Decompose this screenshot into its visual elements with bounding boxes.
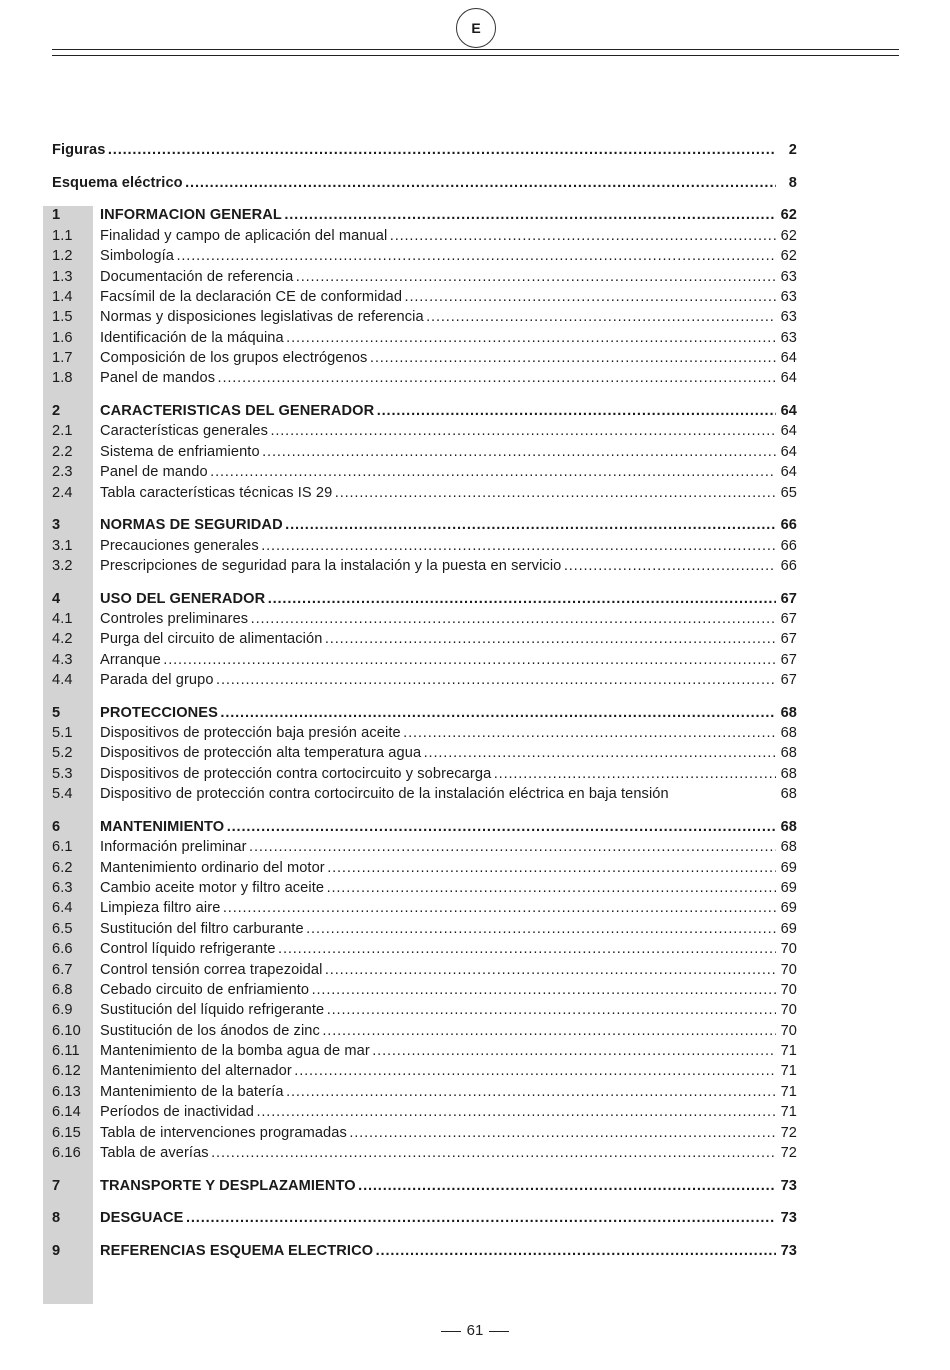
toc-page-number: 67 bbox=[780, 672, 797, 688]
toc-page-number: 72 bbox=[780, 1145, 797, 1161]
toc-number: 5.2 bbox=[52, 745, 73, 761]
toc-number: 6.10 bbox=[52, 1023, 81, 1039]
toc-section-row bbox=[0, 328, 950, 348]
toc-section-row bbox=[0, 764, 950, 784]
toc-title: CARACTERISTICAS DEL GENERADOR . . . bbox=[100, 401, 776, 421]
toc-page-number: 64 bbox=[780, 423, 797, 439]
toc-section-row bbox=[0, 1123, 950, 1143]
toc-page-number: 69 bbox=[780, 880, 797, 896]
toc-page-number: 68 bbox=[780, 705, 797, 721]
toc-title: Dispositivo de protección contra cortocircuito de la instalación eléctrica en baja tensión bbox=[100, 786, 669, 802]
toc-section-row bbox=[0, 267, 950, 287]
toc-page-number: 62 bbox=[780, 207, 797, 223]
toc-page-number: 64 bbox=[780, 370, 797, 386]
toc-chapter-row bbox=[0, 703, 950, 723]
toc-section-row bbox=[0, 1143, 950, 1163]
toc-page-number: 63 bbox=[780, 269, 797, 285]
toc-number: 6.7 bbox=[52, 962, 73, 978]
toc-number: 6.14 bbox=[52, 1104, 81, 1120]
toc-number: 6.13 bbox=[52, 1084, 81, 1100]
toc-section-row bbox=[0, 878, 950, 898]
toc-page-number: 67 bbox=[780, 611, 797, 627]
toc-section-row bbox=[0, 919, 950, 939]
toc-page-number: 70 bbox=[780, 962, 797, 978]
toc-page-number: 64 bbox=[780, 403, 797, 419]
toc-title: Sustitución del filtro carburante . . . bbox=[100, 919, 776, 939]
toc-page-number: 70 bbox=[780, 1023, 797, 1039]
toc-chapter-row bbox=[0, 140, 950, 160]
toc-title: Precauciones generales . . . bbox=[100, 536, 776, 556]
toc-number: 3.1 bbox=[52, 538, 73, 554]
toc-page-number: 68 bbox=[780, 819, 797, 835]
toc-number: 6.1 bbox=[52, 839, 73, 855]
toc-number: 2.3 bbox=[52, 464, 73, 480]
toc-page-number: 67 bbox=[780, 591, 797, 607]
toc-chapter-row bbox=[0, 401, 950, 421]
toc-title: Identificación de la máquina . . . bbox=[100, 328, 776, 348]
toc-section-row bbox=[0, 421, 950, 441]
toc-page-number: 73 bbox=[780, 1178, 797, 1194]
toc-title: Cambio aceite motor y filtro aceite . . . bbox=[100, 878, 776, 898]
toc-page-number: 71 bbox=[780, 1043, 797, 1059]
toc-section-row bbox=[0, 1102, 950, 1122]
toc-number: 4.2 bbox=[52, 631, 73, 647]
toc-title: Limpieza filtro aire . . . bbox=[100, 898, 776, 918]
page-number: 61 bbox=[466, 1322, 484, 1339]
toc-number: 1 bbox=[52, 207, 61, 223]
toc-chapter-row bbox=[0, 589, 950, 609]
footer-dash-right bbox=[489, 1331, 509, 1332]
toc-number: 6.3 bbox=[52, 880, 73, 896]
toc-title: Documentación de referencia . . . bbox=[100, 267, 776, 287]
toc-page-number: 70 bbox=[780, 1002, 797, 1018]
toc-section-row bbox=[0, 1000, 950, 1020]
toc-section-row bbox=[0, 980, 950, 1000]
toc-title: Controles preliminares . . . bbox=[100, 609, 776, 629]
toc-number: 1.3 bbox=[52, 269, 73, 285]
toc-number: 1.2 bbox=[52, 248, 73, 264]
toc-number: 6.11 bbox=[52, 1043, 80, 1059]
toc-chapter-row bbox=[0, 1208, 950, 1228]
toc-chapter-row bbox=[0, 173, 950, 193]
toc-title: INFORMACION GENERAL . . . bbox=[100, 205, 776, 225]
toc-page-number: 2 bbox=[788, 142, 797, 158]
toc-page-number: 8 bbox=[788, 175, 797, 191]
toc-title: USO DEL GENERADOR . . . bbox=[100, 589, 776, 609]
toc-page-number: 70 bbox=[780, 982, 797, 998]
toc-title: Tabla características técnicas IS 29 . . . bbox=[100, 483, 776, 503]
toc-title: Panel de mandos . . . bbox=[100, 368, 776, 388]
toc-number: 6.5 bbox=[52, 921, 73, 937]
toc-title: DESGUACE . . . bbox=[100, 1208, 776, 1228]
toc-number: 6.4 bbox=[52, 900, 73, 916]
toc-title: Esquema eléctrico . . . bbox=[52, 173, 776, 193]
toc-title: PROTECCIONES . . . bbox=[100, 703, 776, 723]
toc-page-number: 66 bbox=[780, 538, 797, 554]
toc-title: Cebado circuito de enfriamiento . . . bbox=[100, 980, 776, 1000]
toc-section-row bbox=[0, 609, 950, 629]
toc-page-number: 67 bbox=[780, 631, 797, 647]
toc-page-number: 62 bbox=[780, 248, 797, 264]
toc-section-row bbox=[0, 307, 950, 327]
toc-section-row bbox=[0, 442, 950, 462]
language-badge: E bbox=[456, 8, 496, 48]
toc-number: 8 bbox=[52, 1210, 61, 1226]
toc-title: MANTENIMIENTO . . . bbox=[100, 817, 776, 837]
toc-page-number: 68 bbox=[780, 725, 797, 741]
toc-section-row bbox=[0, 837, 950, 857]
toc-title: Mantenimiento ordinario del motor . . . bbox=[100, 858, 776, 878]
toc-page-number: 69 bbox=[780, 860, 797, 876]
toc-number: 1.4 bbox=[52, 289, 73, 305]
toc-page-number: 68 bbox=[780, 839, 797, 855]
toc-title: Dispositivos de protección baja presión aceite . . . bbox=[100, 723, 776, 743]
toc-number: 6.8 bbox=[52, 982, 73, 998]
toc-title: NORMAS DE SEGURIDAD . . . bbox=[100, 515, 776, 535]
toc-section-row bbox=[0, 723, 950, 743]
toc-title: Simbología . . . bbox=[100, 246, 776, 266]
toc-page-number: 69 bbox=[780, 921, 797, 937]
toc-page-number: 73 bbox=[780, 1210, 797, 1226]
toc-section-row bbox=[0, 670, 950, 690]
toc-page-number: 67 bbox=[780, 652, 797, 668]
toc-section-row bbox=[0, 536, 950, 556]
toc-section-row bbox=[0, 898, 950, 918]
toc-title: Mantenimiento de la bomba agua de mar . . . bbox=[100, 1041, 776, 1061]
toc-title: Purga del circuito de alimentación . . . bbox=[100, 629, 776, 649]
toc-section-row bbox=[0, 462, 950, 482]
toc-number: 2 bbox=[52, 403, 61, 419]
toc-page-number: 64 bbox=[780, 350, 797, 366]
toc-title: Dispositivos de protección contra cortocircuito y sobrecarga . . . bbox=[100, 764, 776, 784]
toc-number: 5.1 bbox=[52, 725, 73, 741]
toc-title: Normas y disposiciones legislativas de referencia . . . bbox=[100, 307, 776, 327]
toc-page-number: 71 bbox=[780, 1104, 797, 1120]
toc-section-row bbox=[0, 858, 950, 878]
toc-section-row bbox=[0, 1021, 950, 1041]
toc-title: Figuras . . . bbox=[52, 140, 776, 160]
toc-page-number: 73 bbox=[780, 1243, 797, 1259]
toc-number: 2.4 bbox=[52, 485, 73, 501]
toc-chapter-row bbox=[0, 1241, 950, 1261]
toc-number: 6.12 bbox=[52, 1063, 81, 1079]
toc-title: Mantenimiento del alternador . . . bbox=[100, 1061, 776, 1081]
toc-section-row bbox=[0, 629, 950, 649]
toc-title: Información preliminar . . . bbox=[100, 837, 776, 857]
toc-section-row bbox=[0, 483, 950, 503]
toc-section-row bbox=[0, 743, 950, 763]
toc-page-number: 70 bbox=[780, 941, 797, 957]
toc-chapter-row bbox=[0, 515, 950, 535]
toc-section-row bbox=[0, 556, 950, 576]
toc-number: 1.7 bbox=[52, 350, 73, 366]
page-footer bbox=[0, 1322, 950, 1339]
toc-number: 4 bbox=[52, 591, 61, 607]
toc-section-row bbox=[0, 650, 950, 670]
toc-title: Períodos de inactividad . . . bbox=[100, 1102, 776, 1122]
toc-page-number: 71 bbox=[780, 1063, 797, 1079]
toc-page-number: 66 bbox=[780, 558, 797, 574]
toc-page-number: 63 bbox=[780, 309, 797, 325]
toc-page-number: 68 bbox=[780, 786, 797, 802]
toc-title: Parada del grupo . . . bbox=[100, 670, 776, 690]
toc-page-number: 68 bbox=[780, 745, 797, 761]
toc-number: 6.2 bbox=[52, 860, 73, 876]
toc-section-row bbox=[0, 1061, 950, 1081]
toc-page-number: 63 bbox=[780, 330, 797, 346]
toc-number: 3 bbox=[52, 517, 61, 533]
toc-chapter-row bbox=[0, 205, 950, 225]
toc-number: 6.16 bbox=[52, 1145, 81, 1161]
toc-number: 1.6 bbox=[52, 330, 73, 346]
toc-section-row bbox=[0, 368, 950, 388]
toc-number: 6.9 bbox=[52, 1002, 73, 1018]
toc-title: Dispositivos de protección alta temperatura agua . . . bbox=[100, 743, 776, 763]
toc-number: 7 bbox=[52, 1178, 61, 1194]
toc-section-row bbox=[0, 287, 950, 307]
toc-section-row bbox=[0, 348, 950, 368]
toc-title: Prescripciones de seguridad para la instalación y la puesta en servicio . . . bbox=[100, 556, 776, 576]
toc-number: 2.1 bbox=[52, 423, 73, 439]
toc-number: 6.6 bbox=[52, 941, 73, 957]
toc-title: TRANSPORTE Y DESPLAZAMIENTO . . . bbox=[100, 1176, 776, 1196]
toc-title: Finalidad y campo de aplicación del manual . . . bbox=[100, 226, 776, 246]
toc-number: 4.4 bbox=[52, 672, 73, 688]
toc-section-row bbox=[0, 226, 950, 246]
toc-title: Panel de mando . . . bbox=[100, 462, 776, 482]
toc-page-number: 69 bbox=[780, 900, 797, 916]
toc-number: 5.3 bbox=[52, 766, 73, 782]
toc-page-number: 63 bbox=[780, 289, 797, 305]
toc-title: Sustitución del líquido refrigerante . . . bbox=[100, 1000, 776, 1020]
toc-page-number: 72 bbox=[780, 1125, 797, 1141]
toc-number: 6.15 bbox=[52, 1125, 81, 1141]
toc-page-number: 66 bbox=[780, 517, 797, 533]
toc-page-number: 68 bbox=[780, 766, 797, 782]
toc-page-number: 64 bbox=[780, 464, 797, 480]
toc-number: 6 bbox=[52, 819, 61, 835]
toc-section-row bbox=[0, 1082, 950, 1102]
toc-number: 1.5 bbox=[52, 309, 73, 325]
toc-number: 1.1 bbox=[52, 228, 73, 244]
toc-page-number: 71 bbox=[780, 1084, 797, 1100]
toc-number: 4.3 bbox=[52, 652, 73, 668]
toc-title: Sistema de enfriamiento . . . bbox=[100, 442, 776, 462]
toc-title: Tabla de intervenciones programadas . . . bbox=[100, 1123, 776, 1143]
toc-page-number: 62 bbox=[780, 228, 797, 244]
toc-title: Composición de los grupos electrógenos . . . bbox=[100, 348, 776, 368]
toc-number: 5 bbox=[52, 705, 61, 721]
toc-title: Facsímil de la declaración CE de conformidad . . . bbox=[100, 287, 776, 307]
toc-number: 1.8 bbox=[52, 370, 73, 386]
toc-title: Arranque . . . bbox=[100, 650, 776, 670]
toc-section-row bbox=[0, 246, 950, 266]
toc-title: Sustitución de los ánodos de zinc . . . bbox=[100, 1021, 776, 1041]
toc-title: Mantenimiento de la batería . . . bbox=[100, 1082, 776, 1102]
toc-title: Control tensión correa trapezoidal . . . bbox=[100, 960, 776, 980]
toc-title: Características generales . . . bbox=[100, 421, 776, 441]
toc-title: Control líquido refrigerante . . . bbox=[100, 939, 776, 959]
toc-number: 2.2 bbox=[52, 444, 73, 460]
toc-section-row bbox=[0, 1041, 950, 1061]
toc-page-number: 64 bbox=[780, 444, 797, 460]
toc-section-row bbox=[0, 784, 950, 804]
footer-dash-left bbox=[441, 1331, 461, 1332]
toc-title: Tabla de averías . . . bbox=[100, 1143, 776, 1163]
toc-page-number: 65 bbox=[780, 485, 797, 501]
toc-number: 5.4 bbox=[52, 786, 73, 802]
toc-section-row bbox=[0, 939, 950, 959]
toc-chapter-row bbox=[0, 1176, 950, 1196]
toc-number: 3.2 bbox=[52, 558, 73, 574]
toc-number: 4.1 bbox=[52, 611, 73, 627]
toc-chapter-row bbox=[0, 817, 950, 837]
toc-number: 9 bbox=[52, 1243, 61, 1259]
toc-title: REFERENCIAS ESQUEMA ELECTRICO . . . bbox=[100, 1241, 776, 1261]
toc-section-row bbox=[0, 960, 950, 980]
